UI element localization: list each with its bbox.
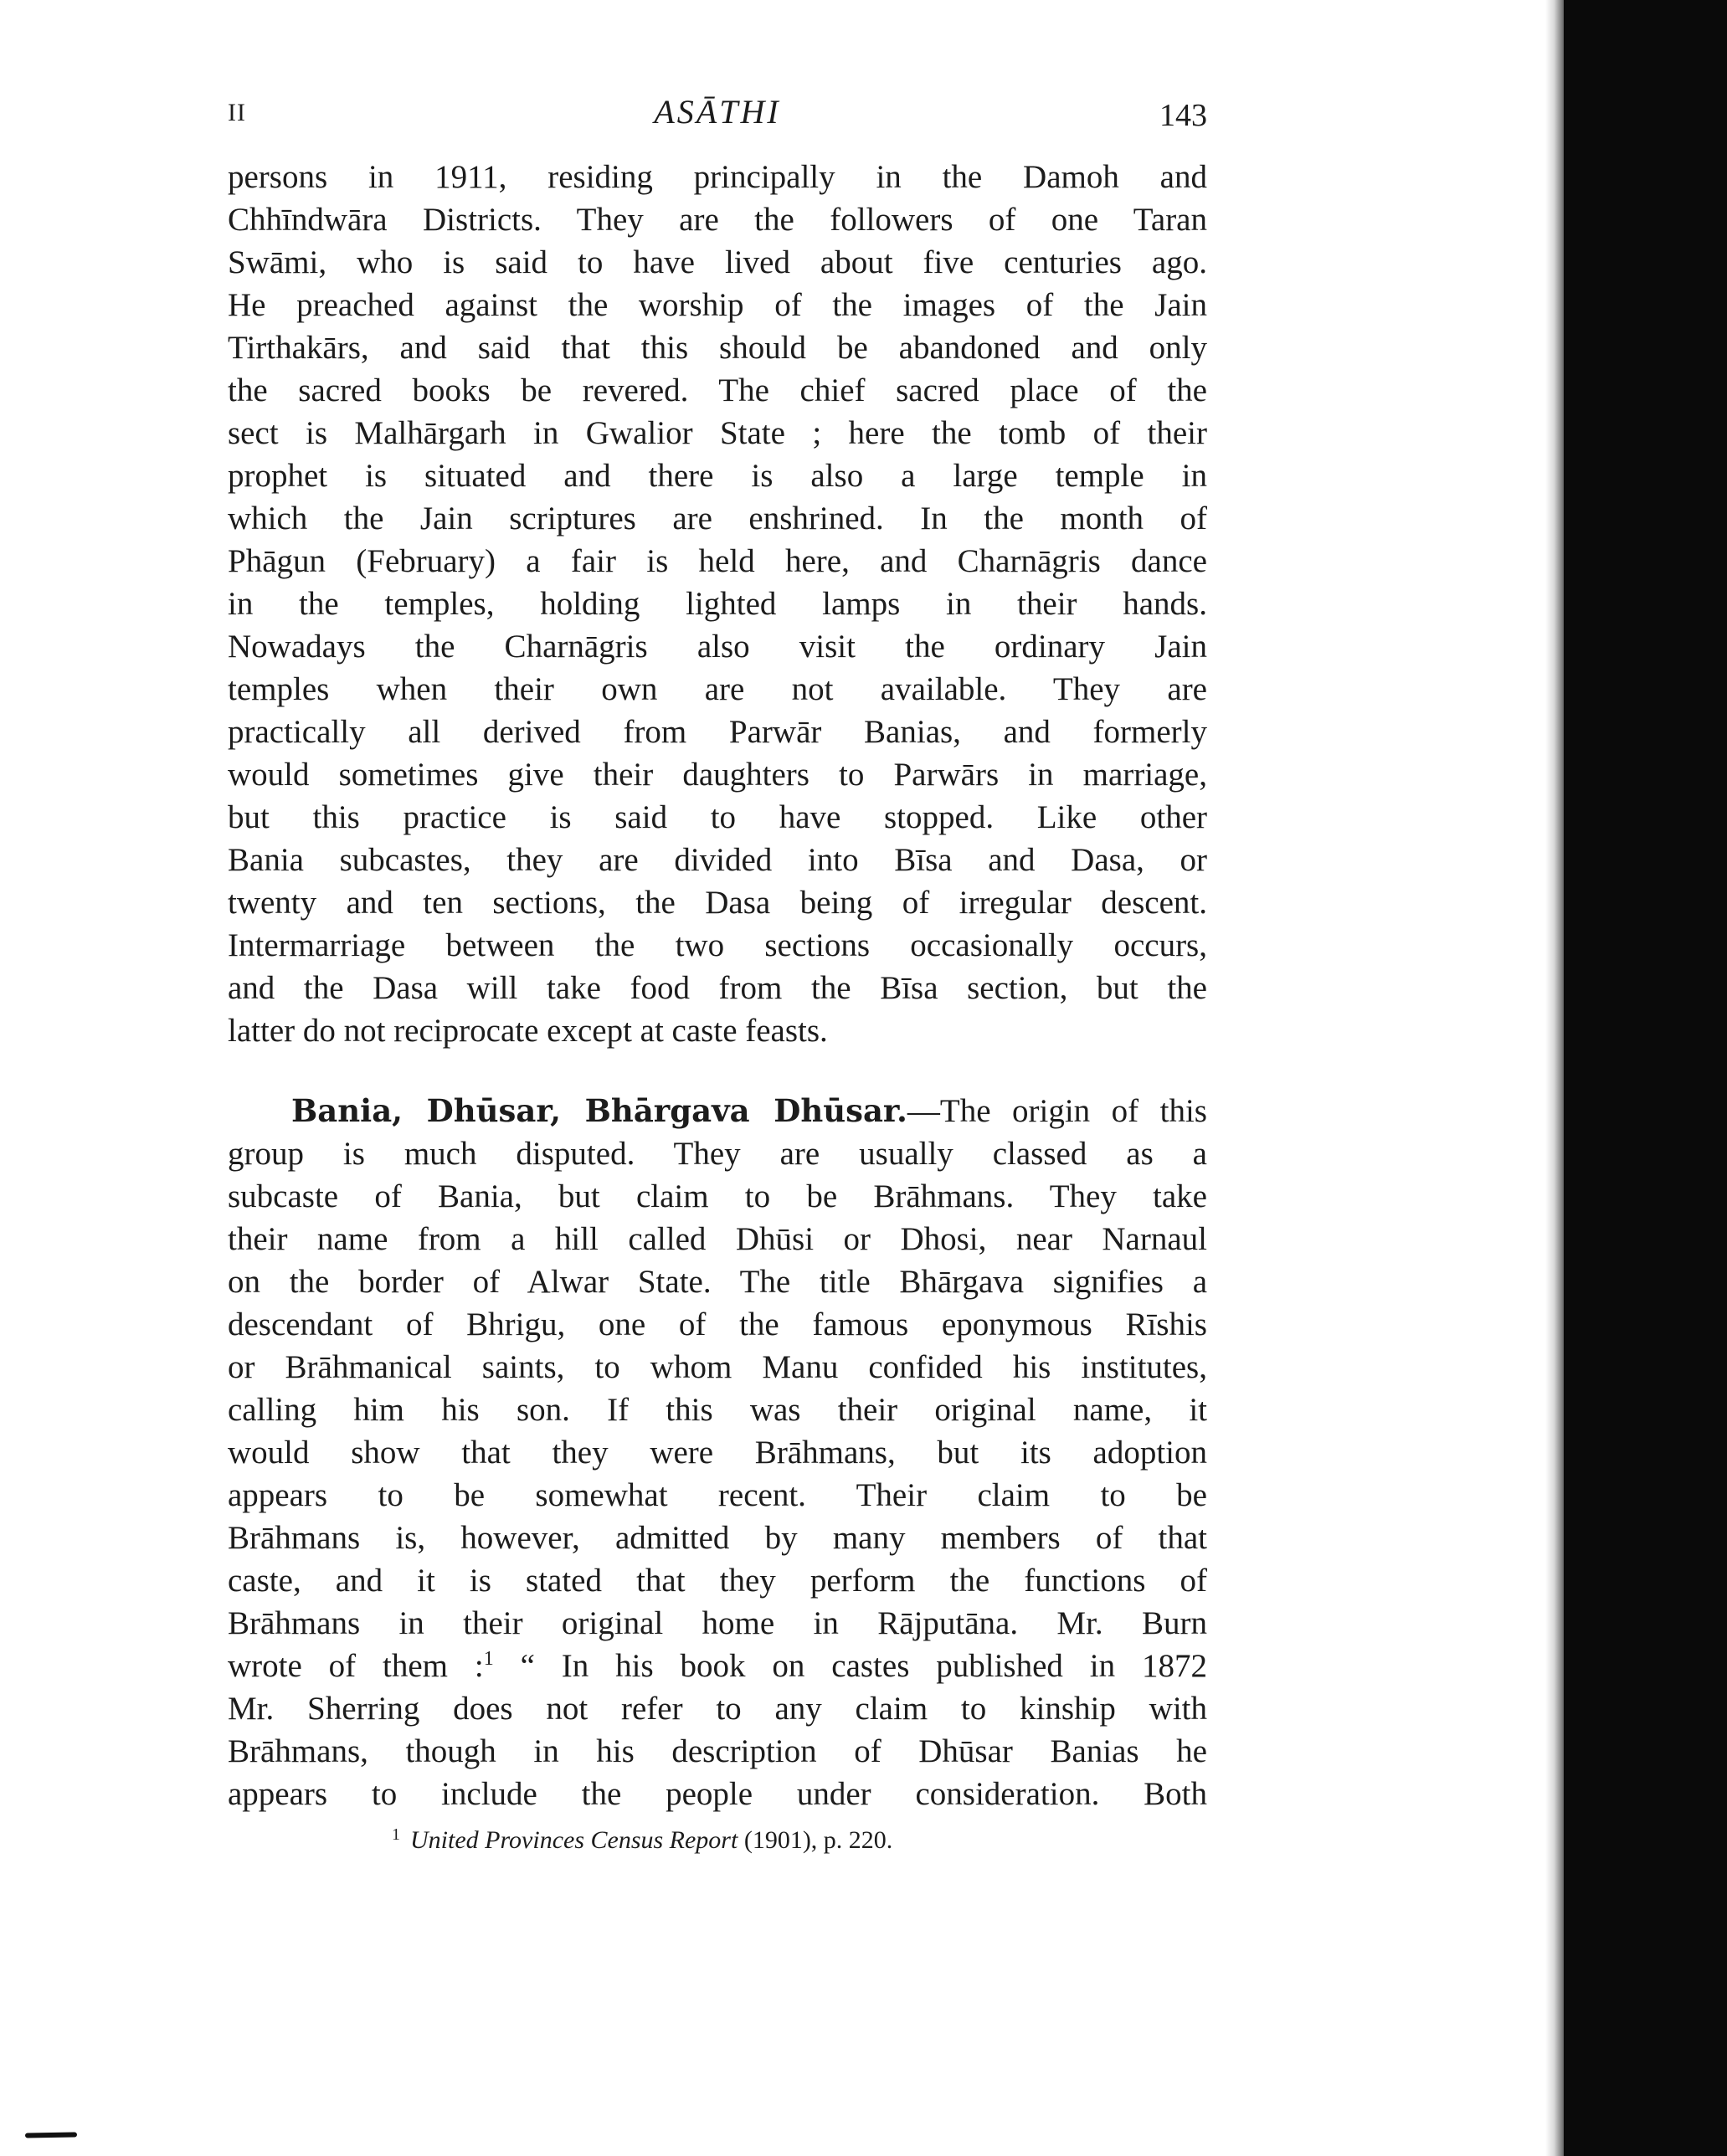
scan-mark <box>25 2132 77 2138</box>
text-line: Brāhmans is, however, admitted by many members of that <box>228 1520 1207 1556</box>
text-line: Mr. Sherring does not refer to any claim to kinship with <box>228 1691 1207 1727</box>
text-line: would sometimes give their daughters to Parwārs in marriage, <box>228 757 1207 793</box>
text-line: Chhīndwāra Districts. They are the followers of one Taran <box>228 202 1207 238</box>
text-line: in the temples, holding lighted lamps in their hands. <box>228 586 1207 622</box>
text-line: on the border of Alwar State. The title Bhārgava signifies a <box>228 1264 1207 1300</box>
text-line: sect is Malhārgarh in Gwalior State ; here the tomb of their <box>228 415 1207 451</box>
text-line: Phāgun (February) a fair is held here, and Charnāgris dance <box>228 543 1207 579</box>
text-line: the sacred books be revered. The chief sacred place of the <box>228 372 1207 408</box>
paragraph-taran-panthi <box>228 156 1207 1052</box>
footnote-marker: 1 <box>392 1825 400 1844</box>
text-line: their name from a hill called Dhūsi or Dhosi, near Narnaul <box>228 1221 1207 1257</box>
text-fragment: “ In his book on castes published in 1872 <box>493 1648 1207 1684</box>
paragraph-bania-dhusar <box>228 1090 1207 1815</box>
text-line: twenty and ten sections, the Dasa being of irregular descent. <box>228 885 1207 921</box>
text-line: Tirthakārs, and said that this should be abandoned and only <box>228 330 1207 366</box>
text-line: and the Dasa will take food from the Bīsa section, but the <box>228 970 1207 1006</box>
text-line: temples when their own are not available. They are <box>228 671 1207 707</box>
text-line: Bania subcastes, they are divided into Bīsa and Dasa, or <box>228 842 1207 878</box>
text-line: which the Jain scriptures are enshrined. In the month of <box>228 501 1207 536</box>
text-line: caste, and it is stated that they perform the functions of <box>228 1563 1207 1599</box>
text-line: Brāhmans, though in his description of Dhūsar Banias he <box>228 1733 1207 1769</box>
text-line: He preached against the worship of the images of the Jain <box>228 287 1207 323</box>
text-line: group is much disputed. They are usually classed as a <box>228 1136 1207 1172</box>
footnote-source: United Provinces Census Report <box>410 1826 738 1854</box>
text-line: Swāmi, who is said to have lived about five centuries ago. <box>228 244 1207 280</box>
text-fragment: wrote of them : <box>228 1648 484 1684</box>
page-number: 143 <box>1159 98 1207 133</box>
entry-heading-continuation: —The origin of this <box>907 1093 1207 1129</box>
footnote-reference: 1 <box>483 1648 494 1670</box>
text-line: persons in 1911, residing principally in the Damoh and <box>228 159 1207 195</box>
text-line: appears to be somewhat recent. Their claim to be <box>228 1477 1207 1513</box>
running-header <box>228 92 1207 134</box>
text-line: but this practice is said to have stopped. Like other <box>228 799 1207 835</box>
footnote <box>392 1825 892 1856</box>
text-line: latter do not reciprocate except at caste feasts. <box>228 1013 828 1049</box>
text-line: prophet is situated and there is also a large temple in <box>228 458 1207 494</box>
footnote-citation: (1901), p. 220. <box>738 1826 893 1854</box>
text-line: subcaste of Bania, but claim to be Brāhmans. They take <box>228 1178 1207 1214</box>
text-line: or Brāhmanical saints, to whom Manu confided his institutes, <box>228 1349 1207 1385</box>
chapter-numeral: II <box>228 99 246 126</box>
text-line: descendant of Bhrigu, one of the famous eponymous Rīshis <box>228 1306 1207 1342</box>
text-line: Nowadays the Charnāgris also visit the ordinary Jain <box>228 629 1207 665</box>
entry-first-line <box>228 1090 1207 1132</box>
text-line: Brāhmans in their original home in Rājputāna. Mr. Burn <box>228 1605 1207 1641</box>
scan-edge <box>1564 0 1727 2156</box>
entry-heading: Bania, Dhūsar, Bhārgava Dhūsar. <box>291 1092 907 1129</box>
text-line: calling him his son. If this was their original name, it <box>228 1392 1207 1428</box>
text-line: would show that they were Brāhmans, but its adoption <box>228 1435 1207 1471</box>
footnote-ref-line <box>228 1645 1207 1687</box>
text-line: appears to include the people under consideration. Both <box>228 1776 1207 1812</box>
running-title: ASĀTHI <box>654 93 781 131</box>
text-line: Intermarriage between the two sections occasionally occurs, <box>228 927 1207 963</box>
text-line: practically all derived from Parwār Banias, and formerly <box>228 714 1207 750</box>
